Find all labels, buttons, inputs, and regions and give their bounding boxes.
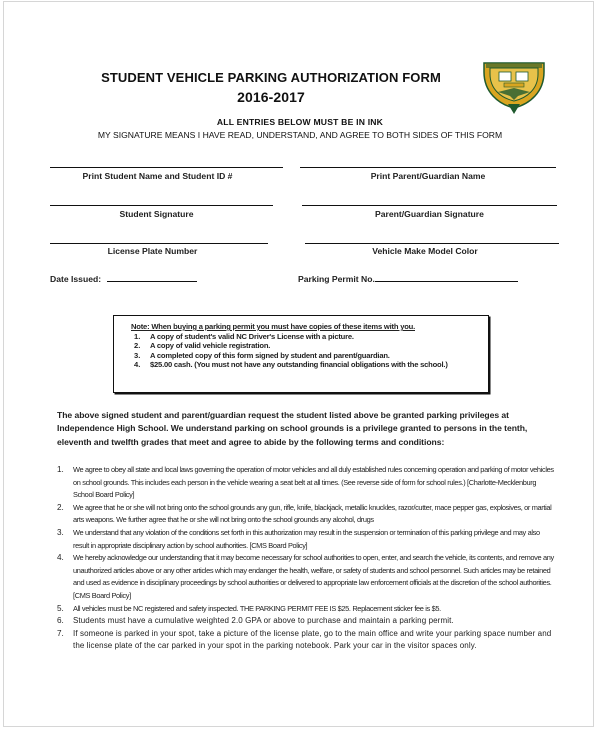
note-item-number: 3. bbox=[134, 350, 141, 360]
term-number: 1. bbox=[57, 465, 64, 474]
term-text: We agree to obey all state and local laws governing the operation of motor vehicles and all duly established rules concerning operation and parking of motor vehicles on school grounds. This includes each person in the vehicle wearing a seat belt at all times. (See reverse side of form for school rules.) [Charlotte-Mecklenburg School Board Policy] bbox=[73, 465, 554, 500]
term-text: We understand that any violation of the conditions set forth in this authorization may result in the suspension or termination of this parking privilege and may also result in appropriate disciplinary action by school authorities. [CMS Board Policy] bbox=[73, 527, 540, 550]
student-signature-label: Student Signature bbox=[119, 209, 194, 219]
note-box bbox=[113, 315, 489, 393]
term-number: 4. bbox=[57, 553, 64, 563]
ink-instruction: ALL ENTRIES BELOW MUST BE IN INK bbox=[216, 117, 384, 127]
note-item-number: 1. bbox=[134, 331, 141, 341]
term-item bbox=[57, 552, 557, 602]
term-item bbox=[57, 527, 557, 552]
signature-instruction: MY SIGNATURE MEANS I HAVE READ, UNDERSTAND, AND AGREE TO BOTH SIDES OF THIS FORM bbox=[97, 130, 503, 140]
parent-name-label: Print Parent/Guardian Name bbox=[370, 171, 486, 181]
permit-no-label: Parking Permit No. bbox=[298, 274, 375, 284]
student-name-label: Print Student Name and Student ID # bbox=[82, 171, 233, 181]
note-item-text: A copy of student's valid NC Driver's License with a picture. bbox=[150, 331, 354, 341]
terms-list bbox=[57, 464, 557, 653]
parent-signature-line[interactable] bbox=[302, 205, 557, 206]
term-item bbox=[57, 502, 557, 527]
form-year: 2016-2017 bbox=[237, 89, 305, 105]
term-item bbox=[57, 603, 557, 616]
term-number: 7. bbox=[57, 628, 64, 638]
term-number: 6. bbox=[57, 616, 64, 626]
note-item-text: $25.00 cash. (You must not have any outstanding financial obligations with the school.) bbox=[150, 360, 448, 370]
term-text: We hereby acknowledge our understanding that it may become necessary for school authorities to open, enter, and search the vehicle, its contents, and remove any unauthorized articles above or any other articles which may endanger the health, welfare, or safety of students and school personnel. Such articles may be retained and used as evidence in disciplinary proceedings by school authorities or delivered to appropriate law enforcement officials at the discretion of the school authorities. [CMS Board Policy] bbox=[73, 553, 554, 600]
term-item bbox=[57, 615, 557, 628]
note-title: Note: When buying a parking permit you must have copies of these items with you. bbox=[131, 322, 415, 331]
term-item bbox=[57, 464, 557, 502]
note-item bbox=[131, 341, 488, 351]
parent-signature-label: Parent/Guardian Signature bbox=[375, 209, 484, 219]
vehicle-line[interactable] bbox=[305, 243, 559, 244]
note-item-text: A completed copy of this form signed by student and parent/guardian. bbox=[150, 350, 390, 360]
note-item bbox=[131, 360, 488, 370]
school-crest-icon bbox=[482, 60, 546, 118]
term-number: 5. bbox=[57, 603, 64, 613]
term-text: We agree that he or she will not bring onto the school grounds any gun, rifle, knife, blackjack, metallic knuckles, razor/cutter, mace pepper gas, explosives, or martial arts weapons. We further agree that he or she will not bring onto the school grounds any alcohol, drugs bbox=[73, 502, 552, 525]
student-name-line[interactable] bbox=[50, 167, 283, 168]
term-text: If someone is parked in your spot, take a picture of the license plate, go to the main office and write your parking space number and the license plate of the car parked in your spot in the parking notebook. Park your car in the visitor spaces only. bbox=[73, 628, 552, 651]
term-number: 2. bbox=[57, 502, 64, 512]
date-issued-field bbox=[50, 272, 197, 284]
permit-no-field bbox=[298, 272, 518, 284]
student-signature-line[interactable] bbox=[50, 205, 273, 206]
intro-paragraph: The above signed student and parent/guardian request the student listed above be granted parking privileges at Independence High School. We understand parking on school grounds is a privilege granted to persons in the tenth, eleventh and twelfth grades that meet and agree to abide by the following terms and conditions: bbox=[57, 410, 528, 447]
license-plate-label: License Plate Number bbox=[107, 246, 198, 256]
note-item bbox=[131, 351, 488, 361]
term-item bbox=[57, 628, 557, 653]
vehicle-label: Vehicle Make Model Color bbox=[372, 246, 478, 256]
permit-no-blank[interactable] bbox=[375, 272, 518, 282]
note-item bbox=[131, 332, 488, 342]
term-text: All vehicles must be NC registered and safety inspected. THE PARKING PERMIT FEE IS $25. Replacement sticker fee is $5. bbox=[73, 603, 441, 613]
form-title: STUDENT VEHICLE PARKING AUTHORIZATION FORM bbox=[101, 70, 441, 85]
note-item-number: 4. bbox=[134, 360, 141, 370]
date-issued-blank[interactable] bbox=[107, 272, 197, 282]
parent-name-line[interactable] bbox=[300, 167, 556, 168]
note-item-text: A copy of valid vehicle registration. bbox=[150, 341, 271, 351]
license-plate-line[interactable] bbox=[50, 243, 268, 244]
note-item-number: 2. bbox=[134, 341, 141, 351]
date-issued-label: Date Issued: bbox=[50, 274, 102, 284]
term-number: 3. bbox=[57, 527, 64, 537]
term-text: Students must have a cumulative weighted 2.0 GPA or above to purchase and maintain a parking permit. bbox=[73, 616, 454, 626]
